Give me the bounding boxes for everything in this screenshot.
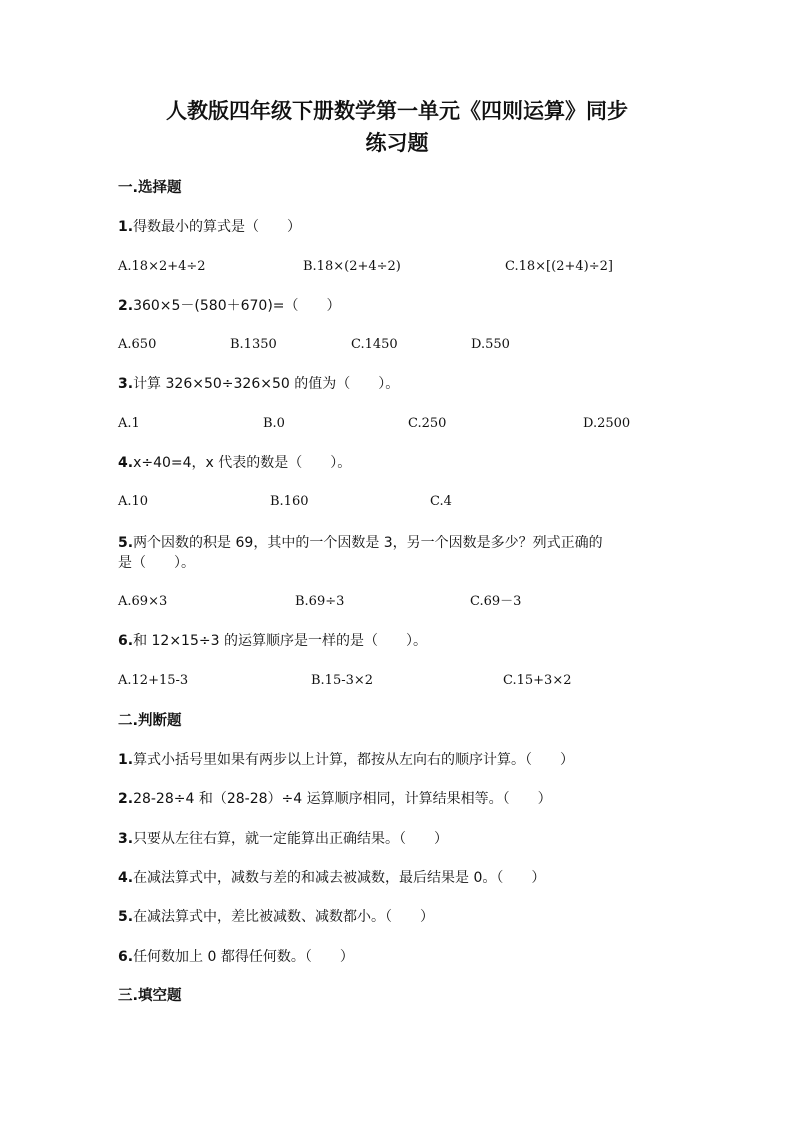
choice-options-3 — [118, 414, 678, 434]
choice-question-5 — [118, 533, 678, 573]
question-number: 3. — [118, 376, 134, 392]
option-a: A.12+15-3 — [118, 673, 189, 688]
question-text: 任何数加上 0 都得任何数。（ ） — [133, 949, 354, 965]
option-c: C.69－3 — [470, 594, 522, 609]
option-c: C.250 — [408, 416, 447, 431]
option-c: C.18×[(2+4)÷2] — [505, 259, 613, 274]
option-c: C.4 — [430, 494, 452, 509]
title-line-1: 人教版四年级下册数学第一单元《四则运算》同步 — [166, 98, 628, 123]
section-header-fill: 三.填空题 — [118, 988, 182, 1004]
question-text: 算式小括号里如果有两步以上计算，都按从左向右的顺序计算。（ ） — [133, 752, 575, 768]
question-text-continued: 是（ ）。 — [118, 555, 195, 571]
option-c: C.15+3×2 — [503, 673, 572, 688]
judge-question-4 — [118, 868, 678, 888]
title-line-2: 练习题 — [365, 130, 429, 155]
judge-question-6 — [118, 947, 678, 967]
option-b: B.160 — [270, 494, 309, 509]
question-text: 只要从左往右算，就一定能算出正确结果。（ ） — [133, 831, 449, 847]
option-a: A.18×2+4÷2 — [118, 259, 206, 274]
judge-question-3 — [118, 829, 678, 849]
judge-question-2 — [118, 789, 678, 809]
option-b: B.69÷3 — [295, 594, 345, 609]
question-number: 2. — [118, 298, 134, 314]
question-text: 两个因数的积是 69，其中的一个因数是 3，另一个因数是多少？列式正确的 — [133, 535, 603, 551]
option-a: A.1 — [118, 416, 140, 431]
question-text: 360×5－(580＋670)=（ ） — [133, 298, 341, 314]
option-a: A.650 — [118, 337, 157, 352]
question-number: 1. — [118, 219, 134, 235]
question-number: 4. — [118, 870, 134, 886]
question-number: 5. — [118, 535, 134, 551]
question-text: x÷40=4，x 代表的数是（ ）。 — [133, 455, 352, 471]
judge-question-1 — [118, 750, 678, 770]
choice-question-2 — [118, 296, 678, 316]
question-number: 6. — [118, 633, 134, 649]
choice-question-1 — [118, 217, 678, 237]
option-b: B.15-3×2 — [311, 673, 374, 688]
choice-question-3 — [118, 374, 678, 394]
option-d: D.2500 — [583, 416, 631, 431]
question-number: 5. — [118, 909, 134, 925]
question-number: 1. — [118, 752, 134, 768]
question-number: 2. — [118, 791, 134, 807]
option-d: D.550 — [471, 337, 510, 352]
choice-options-5 — [118, 592, 678, 612]
question-text: 计算 326×50÷326×50 的值为（ ）。 — [133, 376, 400, 392]
choice-options-4 — [118, 492, 678, 512]
option-b: B.1350 — [230, 337, 277, 352]
question-number: 4. — [118, 455, 134, 471]
question-number: 3. — [118, 831, 134, 847]
question-text: 和 12×15÷3 的运算顺序是一样的是（ ）。 — [133, 633, 427, 649]
choice-question-6 — [118, 631, 678, 651]
question-text: 在减法算式中，减数与差的和减去被减数，最后结果是 0。（ ） — [133, 870, 546, 886]
option-a: A.69×3 — [118, 594, 168, 609]
choice-options-6 — [118, 671, 678, 691]
choice-options-2 — [118, 335, 678, 355]
choice-question-4 — [118, 453, 678, 473]
question-number: 6. — [118, 949, 134, 965]
option-c: C.1450 — [351, 337, 398, 352]
section-header-judge: 二.判断题 — [118, 713, 182, 729]
choice-options-1 — [118, 257, 678, 277]
question-text: 28-28÷4 和（28-28）÷4 运算顺序相同，计算结果相等。（ ） — [133, 791, 552, 807]
option-b: B.18×(2+4÷2) — [303, 259, 401, 274]
question-text: 得数最小的算式是（ ） — [133, 219, 302, 235]
option-b: B.0 — [263, 416, 285, 431]
question-text: 在减法算式中，差比被减数、减数都小。（ ） — [133, 909, 435, 925]
option-a: A.10 — [118, 494, 149, 509]
section-header-choice: 一.选择题 — [118, 180, 182, 196]
judge-question-5 — [118, 907, 678, 927]
